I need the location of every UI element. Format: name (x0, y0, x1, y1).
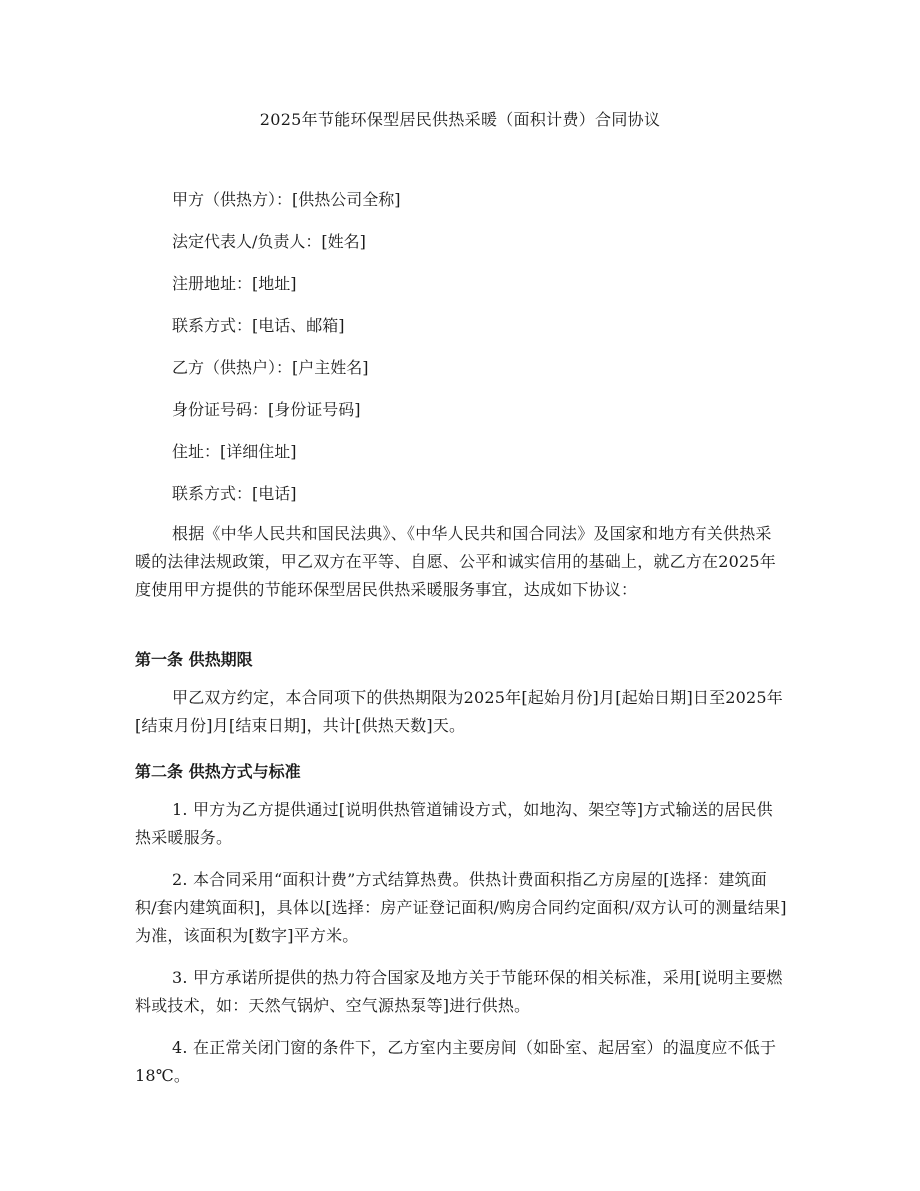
preamble-paragraph: 根据《中华人民共和国民法典》、《中华人民共和国合同法》及国家和地方有关供热采暖的法律法规政策，甲乙双方在平等、自愿、公平和诚实信用的基础上，就乙方在2025年度使用甲方提供的节能环保型居民供热采暖服务事宜，达成如下协议： (135, 524, 776, 599)
article-1-heading: 第一条 供热期限 (135, 650, 253, 669)
party-a-name: 甲方（供热方）：[供热公司全称] (172, 190, 401, 209)
party-a-address: 注册地址：[地址] (172, 274, 297, 293)
article-2-item-1: 1. 甲方为乙方提供通过[说明供热管道铺设方式，如地沟、架空等]方式输送的居民供热采暖服务。 (135, 800, 773, 847)
party-b-contact: 联系方式：[电话] (172, 484, 297, 503)
article-2-item-4: 4. 在正常关闭门窗的条件下，乙方室内主要房间（如卧室、起居室）的温度应不低于18℃。 (135, 1038, 777, 1085)
party-b-id-number: 身份证号码：[身份证号码] (172, 400, 361, 419)
article-1-text: 甲乙双方约定，本合同项下的供热期限为2025年[起始月份]月[起始日期]日至2025年[结束月份]月[结束日期]，共计[供热天数]天。 (135, 688, 784, 735)
article-2-item-2: 2. 本合同采用“面积计费”方式结算热费。供热计费面积指乙方房屋的[选择：建筑面积/套内建筑面积]，具体以[选择：房产证登记面积/购房合同约定面积/双方认可的测量结果]为准，该面积为[数字]平方米。 (135, 870, 787, 945)
article-2-item-3: 3. 甲方承诺所提供的热力符合国家及地方关于节能环保的相关标准，采用[说明主要燃料或技术，如：天然气锅炉、空气源热泵等]进行供热。 (135, 968, 783, 1015)
party-a-contact: 联系方式：[电话、邮箱] (172, 316, 345, 335)
party-a-representative: 法定代表人/负责人：[姓名] (172, 232, 366, 251)
document-title: 2025年节能环保型居民供热采暖（面积计费）合同协议 (259, 110, 661, 129)
article-2-heading: 第二条 供热方式与标准 (135, 762, 301, 781)
party-b-name: 乙方（供热户）：[户主姓名] (172, 358, 369, 377)
party-b-address: 住址：[详细住址] (172, 442, 297, 461)
